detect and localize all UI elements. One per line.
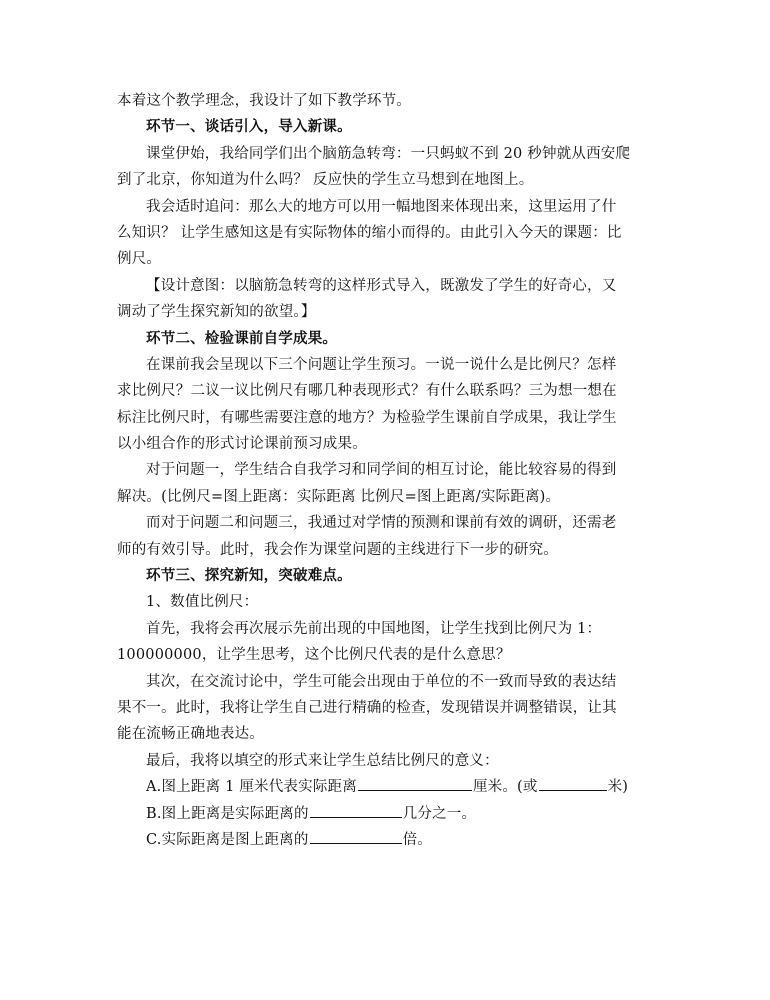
text-line: 而对于问题二和问题三，我通过对学情的预测和课前有效的调研，还需老	[146, 515, 617, 532]
text-line: 对于问题一，学生结合自我学习和同学间的相互讨论，能比较容易的得到	[146, 462, 617, 479]
text-line: 能在流畅正确地表达。	[117, 726, 264, 743]
text-line: 100000000，让学生思考，这个比例尺代表的是什么意思？	[117, 647, 511, 664]
fill-item-a-mid: 厘米。(或	[472, 779, 538, 796]
text-line: 到了北京，你知道为什么吗？ 反应快的学生立马想到在地图上。	[117, 172, 534, 189]
text-line: 例尺。	[117, 251, 162, 268]
text-line: 么知识？ 让学生感知这是有实际物体的缩小而得的。由此引入今天的课题：比	[117, 224, 622, 241]
text-line: 本着这个教学理念，我设计了如下教学环节。	[117, 93, 411, 109]
text-line: 求比例尺？二议一议比例尺有哪几种表现形式？有什么联系吗？三为想一想在	[117, 383, 617, 400]
document-body	[117, 88, 657, 853]
text-line: 1、数值比例尺：	[146, 594, 259, 611]
text-line: 以小组合作的形式讨论课前预习成果。	[117, 436, 367, 453]
fill-blank-a1	[358, 775, 472, 791]
text-line: 我会适时追问：那么大的地方可以用一幅地图来体现出来，这里运用了什	[146, 198, 617, 215]
text-line: 首先，我将会再次展示先前出现的中国地图，让学生找到比例尺为 1：	[146, 620, 602, 637]
text-line: 在课前我会呈现以下三个问题让学生预习。一说一说什么是比例尺？怎样	[146, 356, 617, 373]
text-line: 最后，我将以填空的形式来让学生总结比例尺的意义：	[146, 752, 499, 769]
fill-blank-c	[310, 828, 402, 844]
section-heading: 环节一、谈话引入，导入新课。	[146, 118, 352, 136]
fill-item-c-end: 倍。	[402, 831, 432, 848]
fill-item-c-text: C.实际距离是图上距离的	[146, 831, 309, 848]
fill-blank-a2	[539, 775, 607, 791]
text-line: 师的有效引导。此时，我会作为课堂问题的主线进行下一步的研究。	[117, 541, 558, 558]
fill-item-c	[117, 827, 657, 853]
fill-item-a-end: 米)	[607, 779, 629, 796]
text-line: 【设计意图：以脑筋急转弯的这样形式导入，既激发了学生的好奇心，又	[146, 277, 617, 294]
text-line: 标注比例尺时，有哪些需要注意的地方？为检验学生课前自学成果，我让学生	[117, 409, 617, 426]
section-heading: 环节二、检验课前自学成果。	[146, 329, 338, 347]
text-line: 课堂伊始，我给同学们出个脑筋急转弯：一只蚂蚁不到 20 秒钟就从西安爬	[146, 145, 631, 162]
fill-item-a-text: A.图上距离 1 厘米代表实际距离	[146, 779, 357, 796]
text-line: 调动了学生探究新知的欲望。】	[117, 304, 316, 321]
paragraph-lines	[117, 88, 657, 774]
text-line: 其次，在交流讨论中，学生可能会出现由于单位的不一致而导致的表达结	[146, 673, 617, 690]
fill-item-b-end: 几分之一。	[402, 805, 477, 822]
text-line: 解决。(比例尺=图上距离：实际距离 比例尺=图上距离/实际距离)。	[117, 488, 561, 505]
section-heading: 环节三、探究新知，突破难点。	[146, 567, 352, 585]
text-line: 果不一。此时，我将让学生自己进行精确的检查，发现错误并调整错误，让其	[117, 699, 617, 716]
fill-blank-b	[310, 802, 402, 818]
fill-item-a	[117, 774, 657, 800]
fill-item-b-text: B.图上距离是实际距离的	[146, 805, 309, 822]
fill-item-b	[117, 801, 657, 827]
